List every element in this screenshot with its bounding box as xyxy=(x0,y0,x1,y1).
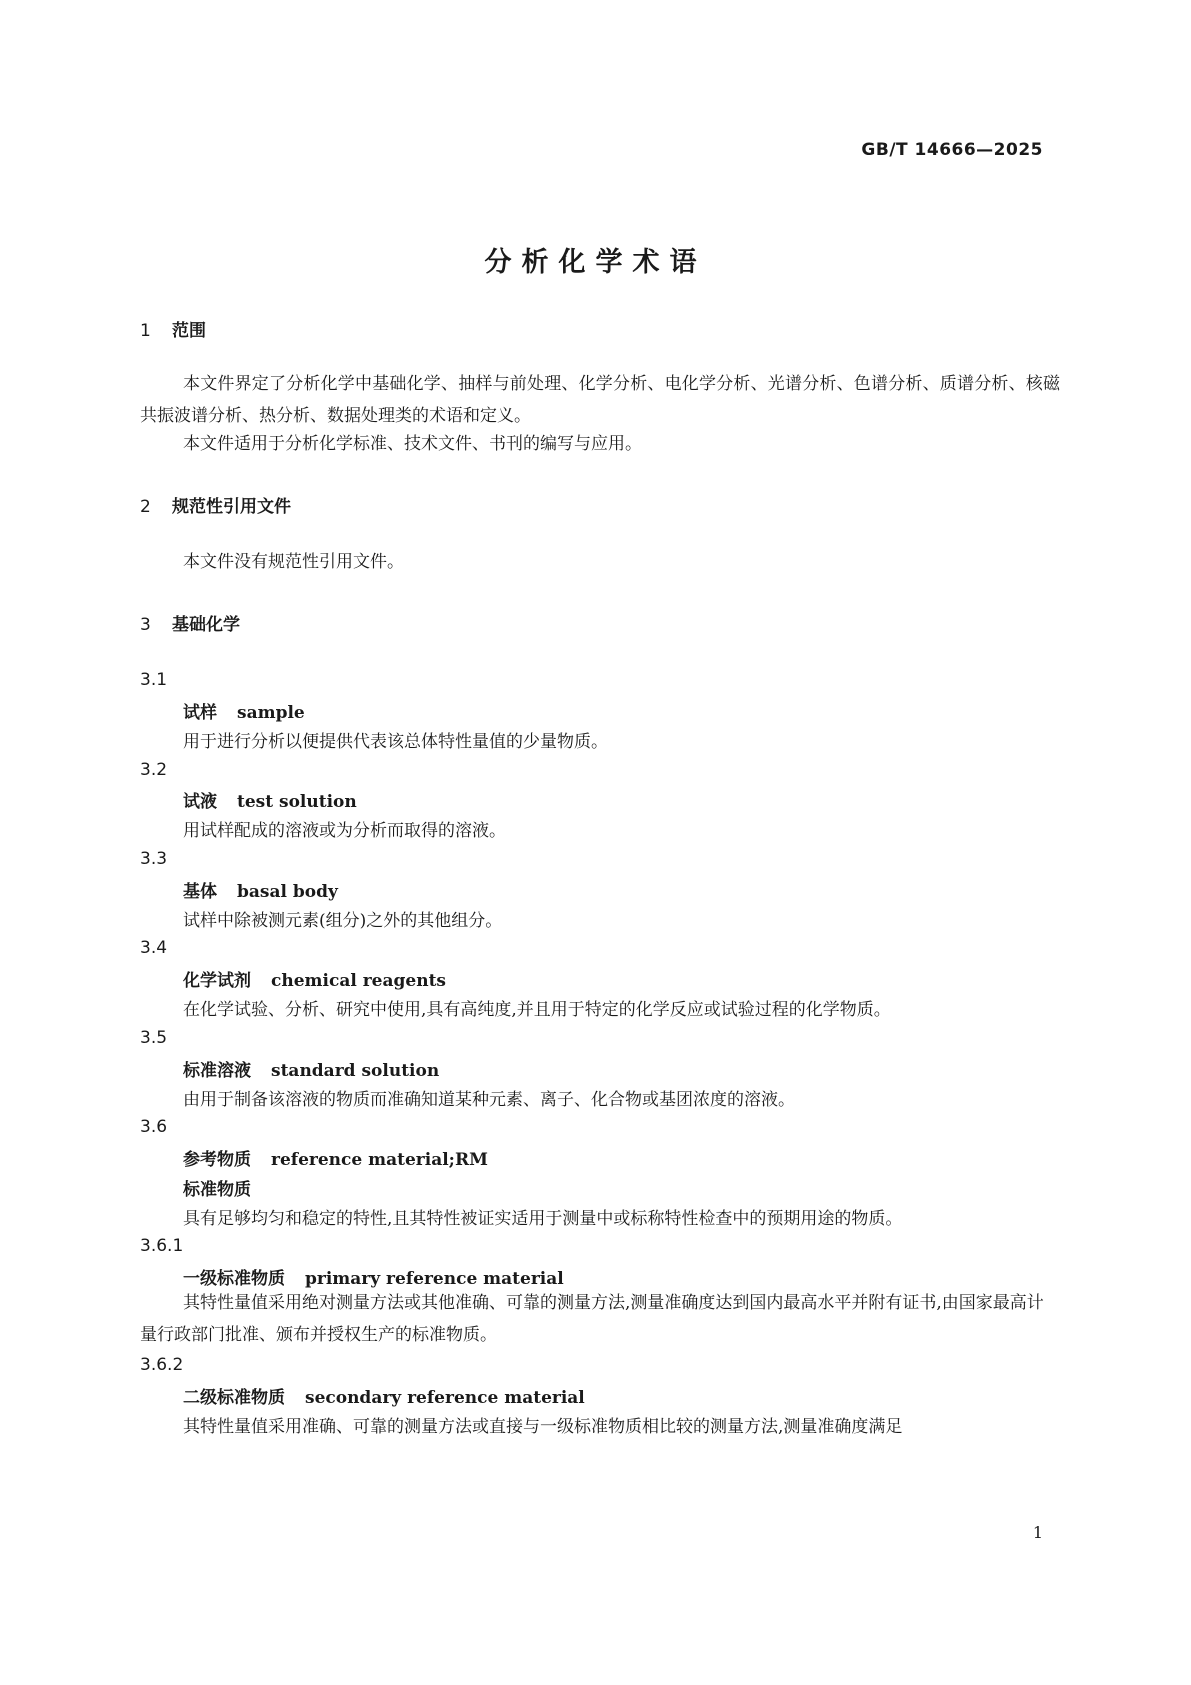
term-definition: 在化学试验、分析、研究中使用,具有高纯度,并且用于特定的化学反应或试验过程的化学物质。 xyxy=(183,1000,891,1020)
term-number: 3.2 xyxy=(140,760,168,780)
section-number: 1 xyxy=(140,321,151,341)
term-name-en: test solution xyxy=(237,792,357,812)
term-name-en: chemical reagents xyxy=(271,971,446,991)
term-name xyxy=(183,1056,439,1081)
term-name-zh: 基体 xyxy=(183,882,217,902)
standard-code: GB/T 14666—2025 xyxy=(861,140,1043,160)
term-name-zh: 标准溶液 xyxy=(183,1061,251,1081)
term-name xyxy=(183,787,357,812)
term-name xyxy=(183,1145,488,1170)
term-name-zh: 一级标准物质 xyxy=(183,1269,285,1289)
term-alt-zh: 标准物质 xyxy=(183,1180,251,1200)
term-name-en: standard solution xyxy=(271,1061,440,1081)
term-alternative-name xyxy=(183,1175,251,1200)
term-name-en: primary reference material xyxy=(305,1269,564,1289)
term-number: 3.4 xyxy=(140,938,168,958)
term-name-zh: 试液 xyxy=(183,792,217,812)
page-number: 1 xyxy=(1032,1523,1043,1542)
term-definition: 由用于制备该溶液的物质而准确知道某种元素、离子、化合物或基团浓度的溶液。 xyxy=(183,1090,795,1110)
term-name-zh: 参考物质 xyxy=(183,1150,251,1170)
term-definition: 其特性量值采用绝对测量方法或其他准确、可靠的测量方法,测量准确度达到国内最高水平并附有证书,由国家最高计量行政部门批准、颁布并授权生产的标准物质。 xyxy=(140,1293,1044,1345)
term-name xyxy=(183,1383,585,1408)
section-title: 范围 xyxy=(172,321,206,341)
term-name xyxy=(183,877,338,902)
section-number: 2 xyxy=(140,497,151,517)
term-number: 3.3 xyxy=(140,849,168,869)
section-heading-basic-chemistry xyxy=(140,610,240,635)
term-definition: 具有足够均匀和稳定的特性,且其特性被证实适用于测量中或标称特性检查中的预期用途的物质。 xyxy=(183,1209,903,1229)
scope-paragraph-1: 本文件界定了分析化学中基础化学、抽样与前处理、化学分析、电化学分析、光谱分析、色谱分析、质谱分析、核磁共振波谱分析、热分析、数据处理类的术语和定义。 xyxy=(140,374,1060,426)
term-number: 3.6.2 xyxy=(140,1355,184,1375)
term-name xyxy=(183,966,446,991)
term-number: 3.6.1 xyxy=(140,1236,184,1256)
term-definition: 用试样配成的溶液或为分析而取得的溶液。 xyxy=(183,821,506,841)
term-name-en: basal body xyxy=(237,882,338,902)
scope-paragraph-2: 本文件适用于分析化学标准、技术文件、书刊的编写与应用。 xyxy=(183,434,642,454)
section-title: 基础化学 xyxy=(172,615,240,635)
term-name-zh: 化学试剂 xyxy=(183,971,251,991)
term-number: 3.5 xyxy=(140,1028,168,1048)
section-heading-normative-references xyxy=(140,492,291,517)
section-heading-scope xyxy=(140,316,206,341)
term-name-en: reference material;RM xyxy=(271,1150,488,1170)
term-definition: 用于进行分析以便提供代表该总体特性量值的少量物质。 xyxy=(183,732,608,752)
term-name-en: sample xyxy=(237,703,305,723)
term-number: 3.6 xyxy=(140,1117,168,1137)
term-number: 3.1 xyxy=(140,670,168,690)
term-definition: 其特性量值采用准确、可靠的测量方法或直接与一级标准物质相比较的测量方法,测量准确度满足 xyxy=(183,1417,903,1437)
term-definition: 试样中除被测元素(组分)之外的其他组分。 xyxy=(183,911,503,931)
term-name xyxy=(183,698,305,723)
section-number: 3 xyxy=(140,615,151,635)
normative-references-paragraph: 本文件没有规范性引用文件。 xyxy=(183,552,404,572)
document-title: 分析化学术语 xyxy=(484,247,707,278)
term-name-zh: 二级标准物质 xyxy=(183,1388,285,1408)
term-name-zh: 试样 xyxy=(183,703,217,723)
term-name xyxy=(183,1264,564,1289)
term-name-en: secondary reference material xyxy=(305,1388,585,1408)
section-title: 规范性引用文件 xyxy=(172,497,291,517)
